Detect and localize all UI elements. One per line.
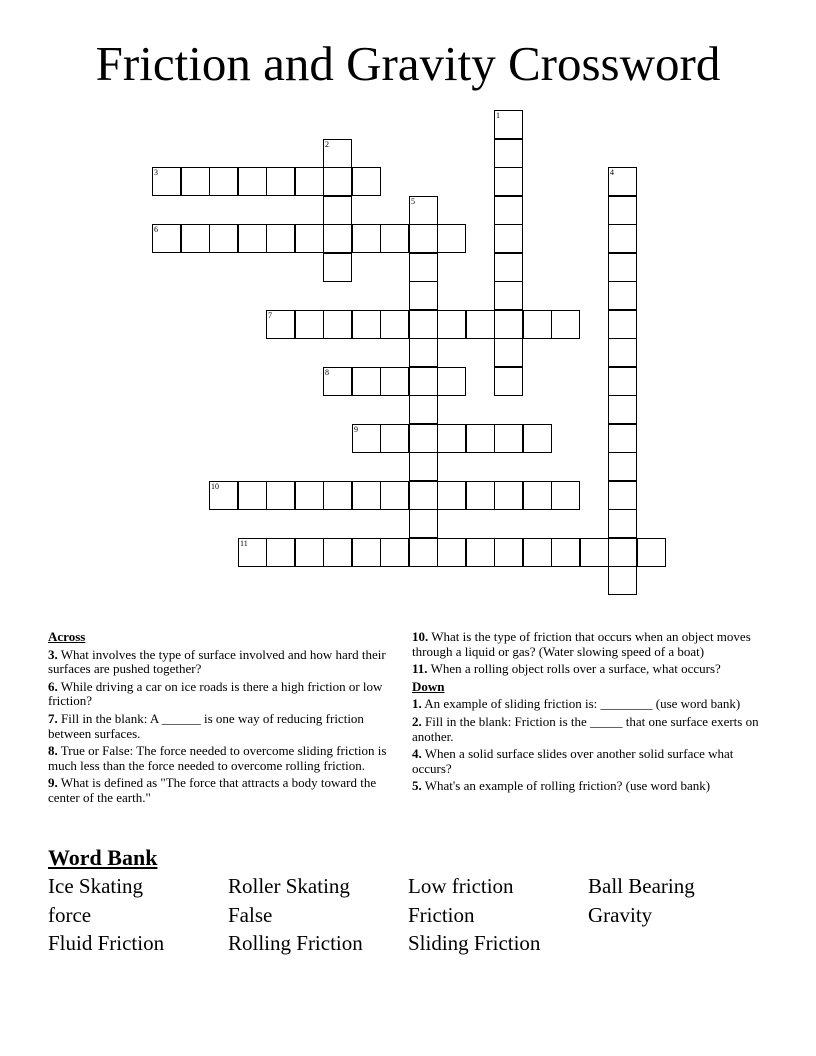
crossword-cell[interactable] bbox=[523, 538, 552, 567]
crossword-cell[interactable] bbox=[323, 196, 352, 225]
crossword-cell[interactable] bbox=[352, 224, 381, 253]
word-bank-word: Fluid Friction bbox=[48, 931, 165, 955]
crossword-cell[interactable] bbox=[608, 395, 637, 424]
crossword-cell[interactable] bbox=[352, 538, 381, 567]
crossword-cell[interactable] bbox=[266, 538, 295, 567]
across-heading: Across bbox=[48, 629, 86, 644]
crossword-cell[interactable] bbox=[409, 338, 438, 367]
crossword-cell[interactable] bbox=[238, 481, 267, 510]
clue-number: 4. bbox=[412, 746, 422, 762]
crossword-cell[interactable] bbox=[523, 424, 552, 453]
clue-text: An example of sliding friction is: ________ (use word bank) bbox=[424, 696, 741, 712]
crossword-cell[interactable] bbox=[409, 281, 438, 310]
crossword-cell[interactable] bbox=[608, 566, 637, 595]
crossword-cell[interactable] bbox=[551, 538, 580, 567]
crossword-cell[interactable] bbox=[523, 310, 552, 339]
crossword-cell[interactable] bbox=[266, 310, 295, 339]
word-bank-word: Ice Skating bbox=[48, 874, 144, 898]
word-bank-word: Gravity bbox=[588, 902, 653, 927]
clue-number-label: 11 bbox=[240, 539, 248, 548]
word-bank-word: Friction bbox=[408, 902, 475, 927]
clue-text: When a rolling object rolls over a surface, what occurs? bbox=[430, 661, 721, 677]
crossword-cell[interactable] bbox=[352, 424, 381, 453]
across-clue-list-continued bbox=[412, 630, 762, 677]
clue-number: 2. bbox=[412, 713, 422, 729]
clue-item bbox=[48, 648, 388, 677]
clue-number: 1. bbox=[412, 696, 422, 712]
clue-item bbox=[48, 712, 388, 741]
word-bank-word: Ball Bearing bbox=[588, 874, 695, 898]
crossword-cell[interactable] bbox=[608, 481, 637, 510]
crossword-cell[interactable] bbox=[181, 224, 210, 253]
crossword-cell[interactable] bbox=[295, 167, 324, 196]
crossword-cell[interactable] bbox=[380, 367, 409, 396]
crossword-cell[interactable] bbox=[494, 110, 523, 139]
crossword-cell[interactable] bbox=[380, 424, 409, 453]
crossword-cell[interactable] bbox=[466, 481, 495, 510]
crossword-cell[interactable] bbox=[380, 538, 409, 567]
down-heading: Down bbox=[412, 678, 445, 694]
crossword-cell[interactable] bbox=[409, 538, 438, 567]
crossword-cell[interactable] bbox=[380, 310, 409, 339]
crossword-cell[interactable] bbox=[181, 167, 210, 196]
word-bank-word: Low friction bbox=[408, 874, 514, 898]
clue-text: What involves the type of surface involved and how hard their surfaces are pushed together? bbox=[48, 646, 386, 677]
crossword-cell[interactable] bbox=[608, 310, 637, 339]
crossword-cell[interactable] bbox=[437, 310, 466, 339]
crossword-cell[interactable] bbox=[580, 538, 609, 567]
crossword-cell[interactable] bbox=[323, 538, 352, 567]
crossword-cell[interactable] bbox=[637, 538, 666, 567]
crossword-cell[interactable] bbox=[380, 224, 409, 253]
crossword-cell[interactable] bbox=[494, 196, 523, 225]
clue-number: 11. bbox=[412, 661, 428, 677]
crossword-cell[interactable] bbox=[323, 481, 352, 510]
word-bank bbox=[48, 873, 768, 957]
crossword-cell[interactable] bbox=[323, 253, 352, 282]
crossword-cell[interactable] bbox=[380, 481, 409, 510]
clue-item bbox=[48, 744, 388, 773]
crossword-cell[interactable] bbox=[295, 481, 324, 510]
crossword-cell[interactable] bbox=[608, 253, 637, 282]
clue-item bbox=[412, 715, 762, 744]
crossword-cell[interactable] bbox=[551, 310, 580, 339]
crossword-cell[interactable] bbox=[409, 395, 438, 424]
clue-text: While driving a car on ice roads is there a high friction or low friction? bbox=[48, 678, 383, 709]
crossword-cell[interactable] bbox=[409, 424, 438, 453]
crossword-cell[interactable] bbox=[494, 310, 523, 339]
crossword-cell[interactable] bbox=[494, 224, 523, 253]
page-title: Friction and Gravity Crossword bbox=[95, 36, 721, 91]
clue-item bbox=[412, 747, 762, 776]
crossword-cell[interactable] bbox=[466, 538, 495, 567]
clue-number-label: 6 bbox=[154, 225, 158, 234]
crossword-cell[interactable] bbox=[152, 167, 181, 196]
crossword-cell[interactable] bbox=[409, 224, 438, 253]
clue-number-label: 3 bbox=[154, 168, 158, 177]
crossword-cell[interactable] bbox=[266, 167, 295, 196]
word-bank-word: Sliding Friction bbox=[408, 931, 541, 955]
clue-number-label: 10 bbox=[211, 482, 219, 491]
clue-text: What is defined as "The force that attracts a body toward the center of the earth." bbox=[48, 775, 377, 805]
crossword-cell[interactable] bbox=[523, 481, 552, 510]
clue-number: 7. bbox=[48, 710, 58, 726]
word-bank-word: Rolling Friction bbox=[228, 931, 363, 955]
clue-number: 10. bbox=[412, 629, 429, 644]
crossword-cell[interactable] bbox=[409, 196, 438, 225]
crossword-cell[interactable] bbox=[608, 281, 637, 310]
clue-text: True or False: The force needed to overcome sliding friction is much less than the force needed to overcome rolling friction. bbox=[48, 743, 387, 773]
crossword-cell[interactable] bbox=[266, 481, 295, 510]
crossword-cell[interactable] bbox=[494, 367, 523, 396]
crossword-cell[interactable] bbox=[466, 424, 495, 453]
clue-number-label: 2 bbox=[325, 140, 329, 149]
crossword-cell[interactable] bbox=[152, 224, 181, 253]
crossword-cell[interactable] bbox=[409, 509, 438, 538]
crossword-cell[interactable] bbox=[323, 310, 352, 339]
crossword-cell[interactable] bbox=[409, 367, 438, 396]
crossword-cell[interactable] bbox=[494, 338, 523, 367]
crossword-cell[interactable] bbox=[608, 196, 637, 225]
clue-item bbox=[412, 697, 762, 712]
crossword-cell[interactable] bbox=[608, 509, 637, 538]
crossword-cell[interactable] bbox=[409, 310, 438, 339]
crossword-cell[interactable] bbox=[437, 481, 466, 510]
crossword-cell[interactable] bbox=[409, 481, 438, 510]
crossword-cell[interactable] bbox=[466, 310, 495, 339]
crossword-cell[interactable] bbox=[266, 224, 295, 253]
crossword-cell[interactable] bbox=[494, 253, 523, 282]
clues-left-column bbox=[48, 630, 388, 809]
clue-item bbox=[412, 779, 762, 794]
crossword-cell[interactable] bbox=[409, 452, 438, 481]
clue-number: 9. bbox=[48, 775, 58, 791]
across-clue-list bbox=[48, 648, 388, 806]
crossword-cell[interactable] bbox=[323, 167, 352, 196]
clue-number-label: 7 bbox=[268, 311, 272, 320]
crossword-cell[interactable] bbox=[437, 538, 466, 567]
clue-item bbox=[412, 630, 762, 659]
clue-number-label: 1 bbox=[496, 111, 500, 120]
crossword-cell[interactable] bbox=[352, 481, 381, 510]
word-bank-word: Roller Skating bbox=[228, 874, 350, 898]
word-bank-word: force bbox=[48, 902, 92, 927]
clue-text: Fill in the blank: A ______ is one way of reducing friction between surfaces. bbox=[48, 710, 364, 741]
crossword-cell[interactable] bbox=[608, 452, 637, 481]
crossword-cell[interactable] bbox=[608, 424, 637, 453]
clue-number: 5. bbox=[412, 778, 422, 794]
crossword-cell[interactable] bbox=[608, 538, 637, 567]
crossword-cell[interactable] bbox=[494, 538, 523, 567]
crossword-cell[interactable] bbox=[323, 224, 352, 253]
crossword-cell[interactable] bbox=[494, 281, 523, 310]
crossword-cell[interactable] bbox=[238, 538, 267, 567]
clue-text: What is the type of friction that occurs when an object moves through a liquid or gas? (Water slowing speed of a boat) bbox=[412, 629, 751, 659]
clue-text: What's an example of rolling friction? (use word bank) bbox=[424, 778, 711, 794]
crossword-cell[interactable] bbox=[437, 224, 466, 253]
crossword-cell[interactable] bbox=[608, 367, 637, 396]
crossword-cell[interactable] bbox=[238, 167, 267, 196]
clue-number-label: 5 bbox=[411, 197, 415, 206]
crossword-cell[interactable] bbox=[494, 481, 523, 510]
clues-right-column bbox=[412, 630, 762, 797]
clue-number: 6. bbox=[48, 678, 58, 694]
clue-text: When a solid surface slides over another solid surface what occurs? bbox=[412, 746, 734, 776]
crossword-cell[interactable] bbox=[494, 167, 523, 196]
clue-item bbox=[48, 776, 388, 805]
clue-number-label: 9 bbox=[354, 425, 358, 434]
clue-number: 3. bbox=[48, 646, 58, 662]
clue-item bbox=[48, 680, 388, 709]
crossword-cell[interactable] bbox=[209, 224, 238, 253]
clue-number-label: 8 bbox=[325, 368, 329, 377]
crossword-cell[interactable] bbox=[323, 367, 352, 396]
crossword-cell[interactable] bbox=[295, 310, 324, 339]
clue-number: 8. bbox=[48, 743, 58, 759]
crossword-cell[interactable] bbox=[352, 367, 381, 396]
crossword-cell[interactable] bbox=[409, 253, 438, 282]
crossword-cell[interactable] bbox=[551, 481, 580, 510]
down-clue-list bbox=[412, 697, 762, 794]
crossword-cell[interactable] bbox=[295, 538, 324, 567]
crossword-cell[interactable] bbox=[323, 139, 352, 168]
crossword-cell[interactable] bbox=[295, 224, 324, 253]
crossword-cell[interactable] bbox=[209, 167, 238, 196]
crossword-cell[interactable] bbox=[494, 139, 523, 168]
word-bank-word: False bbox=[228, 902, 273, 927]
crossword-cell[interactable] bbox=[608, 224, 637, 253]
crossword-cell[interactable] bbox=[608, 338, 637, 367]
crossword-cell[interactable] bbox=[352, 310, 381, 339]
clue-text: Fill in the blank: Friction is the _____ that one surface exerts on another. bbox=[412, 713, 759, 744]
crossword-cell[interactable] bbox=[437, 367, 466, 396]
crossword-cell[interactable] bbox=[352, 167, 381, 196]
crossword-cell[interactable] bbox=[437, 424, 466, 453]
crossword-cell[interactable] bbox=[494, 424, 523, 453]
crossword-cell[interactable] bbox=[608, 167, 637, 196]
word-bank-title: Word Bank bbox=[48, 845, 158, 870]
crossword-cell[interactable] bbox=[238, 224, 267, 253]
clue-item bbox=[412, 662, 762, 677]
crossword-cell[interactable] bbox=[209, 481, 238, 510]
clue-number-label: 4 bbox=[610, 168, 614, 177]
